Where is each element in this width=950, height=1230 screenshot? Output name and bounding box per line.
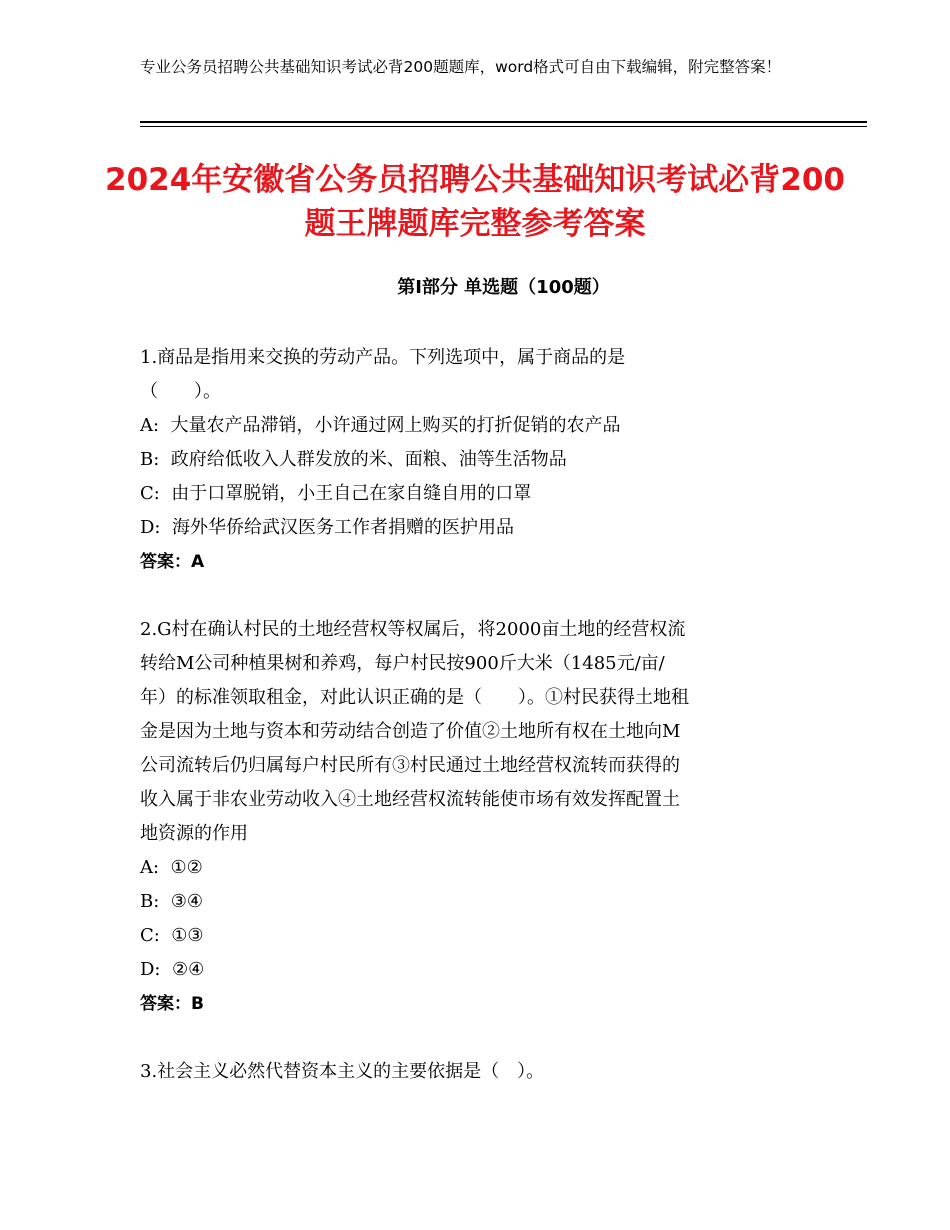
question-stem: 公司流转后仍归属每户村民所有③村民通过土地经营权流转而获得的 [140,755,680,776]
question-stem: 地资源的作用 [140,823,248,844]
header-rule-thick [140,121,867,123]
spacer [140,1021,808,1055]
question-stem: 收入属于非农业劳动收入④土地经营权流转能使市场有效发挥配置土 [140,789,680,810]
question-stem: 3.社会主义必然代替资本主义的主要依据是（ ）。 [140,1061,545,1082]
answer: 答案：B [140,994,204,1014]
spacer [140,579,808,613]
option-b: B: ③④ [140,891,204,912]
question-stem: 2.G村在确认村民的土地经营权等权属后，将2000亩土地的经营权流 [140,619,686,640]
option-c: C: 由于口罩脱销，小王自己在家自缝自用的口罩 [140,483,532,504]
option-c: C: ①③ [140,925,204,946]
section-heading: 第Ⅰ部分 单选题（100题） [397,277,610,298]
question-stem: 转给M公司种植果树和养鸡，每户村民按900斤大米（1485元/亩/ [140,653,665,674]
question-stem: 1.商品是指用来交换的劳动产品。下列选项中，属于商品的是 [140,347,626,368]
option-a: A: ①② [140,857,203,878]
question-stem: （ ）。 [140,381,221,402]
option-d: D: ②④ [140,959,205,980]
question-stem: 金是因为土地与资本和劳动结合创造了价值②土地所有权在土地向M [140,721,681,742]
option-d: D: 海外华侨给武汉医务工作者捐赠的医护用品 [140,517,514,538]
question-list [140,341,808,1089]
option-b: B: 政府给低收入人群发放的米、面粮、油等生活物品 [140,449,567,470]
header-note: 专业公务员招聘公共基础知识考试必背200题题库，word格式可自由下载编辑，附完整答案！ [140,58,782,76]
option-a: A: 大量农产品滞销，小许通过网上购买的打折促销的农产品 [140,415,621,436]
document-title: 2024年安徽省公务员招聘公共基础知识考试必背200题王牌题库完整参考答案 [105,162,845,242]
answer: 答案：A [140,552,205,572]
question-stem: 年）的标准领取租金，对此认识正确的是（ ）。①村民获得土地租 [140,687,689,708]
header-rule-thin [140,126,867,127]
